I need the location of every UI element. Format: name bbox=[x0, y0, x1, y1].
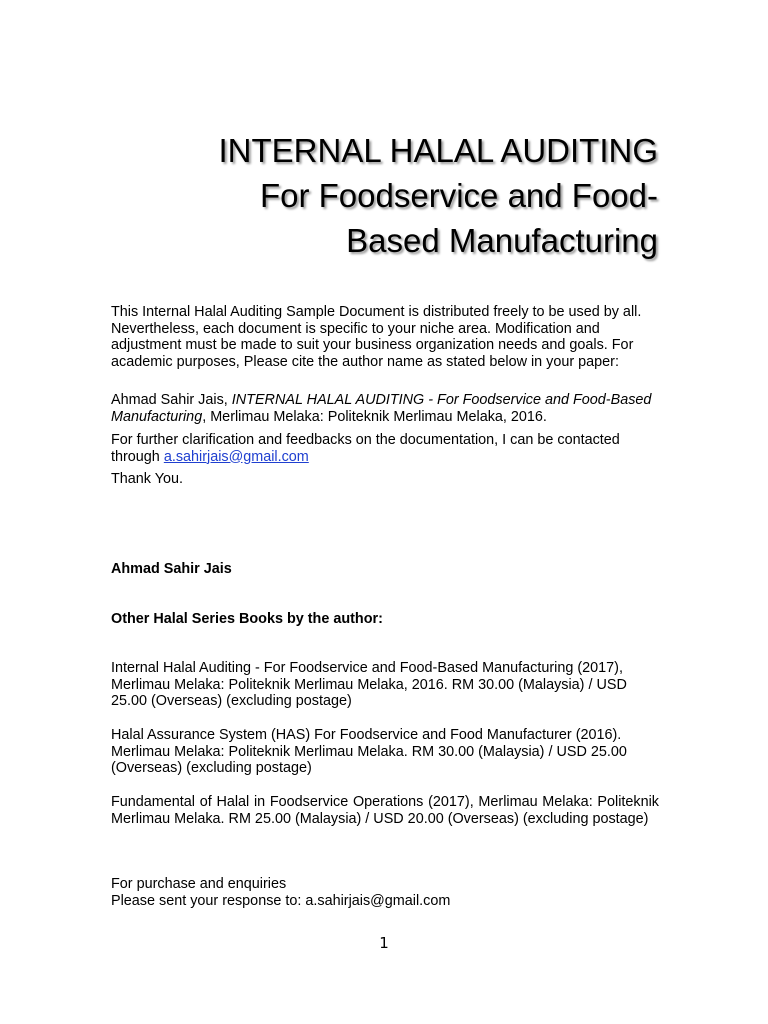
thanks-text: Thank You. bbox=[111, 471, 184, 487]
intro-text: This Internal Halal Auditing Sample Document is distributed freely to be used by all. Nevertheless, each document is specific to your niche area. Modification and adjustment must be made to suit your business organization needs and goals. For academic purposes, Please cite the author name as stated below in your paper: bbox=[111, 304, 642, 370]
intro-paragraph bbox=[111, 304, 659, 370]
author-name-text: Ahmad Sahir Jais bbox=[111, 561, 232, 577]
title-line-3: Based Manufacturing bbox=[346, 222, 658, 259]
series-heading-text: Other Halal Series Books by the author: bbox=[111, 611, 383, 627]
purchase-line-1: For purchase and enquiries bbox=[111, 876, 287, 892]
purchase-line-2: Please sent your response to: a.sahirjais@gmail.com bbox=[111, 892, 451, 909]
title-line-1: INTERNAL HALAL AUDITING bbox=[218, 132, 658, 169]
citation-text bbox=[111, 392, 659, 425]
author-name bbox=[111, 561, 659, 578]
book-entry-text: Halal Assurance System (HAS) For Foodservice and Food Manufacturer (2016). Merlimau Melaka: Politeknik Merlimau Melaka. RM 30.00 (Malaysia) / USD 25.00 (Overseas) (excluding postage) bbox=[111, 727, 627, 776]
contact-paragraph bbox=[111, 432, 659, 465]
contact-lead: For further clarification and feedbacks on the documentation, I can be contacted through bbox=[111, 432, 620, 465]
citation-author: Ahmad Sahir Jais, bbox=[111, 392, 232, 408]
contact-text bbox=[111, 432, 659, 465]
email-link[interactable]: a.sahirjais@gmail.com bbox=[163, 448, 309, 465]
citation-title: INTERNAL HALAL AUDITING - For Foodservice and Food-Based Manufacturing bbox=[111, 392, 652, 425]
title-line-2: For Foodservice and Food- bbox=[259, 177, 658, 214]
citation-rest: , Merlimau Melaka: Politeknik Merlimau Melaka, 2016. bbox=[202, 408, 547, 425]
book-entry-2 bbox=[111, 727, 659, 777]
book-entry-3 bbox=[111, 794, 659, 827]
purchase-info bbox=[111, 876, 659, 909]
thanks-paragraph bbox=[111, 471, 659, 488]
citation-paragraph bbox=[111, 392, 659, 425]
book-entry-text: Fundamental of Halal in Foodservice Operations (2017), Merlimau Melaka: Politeknik Merlimau Melaka. RM 25.00 (Malaysia) / USD 20.00 (Overseas) (excluding postage) bbox=[111, 794, 659, 827]
series-heading bbox=[111, 611, 659, 628]
document-title bbox=[98, 128, 658, 263]
book-entry-1 bbox=[111, 660, 659, 710]
book-entry-text: Internal Halal Auditing - For Foodservice and Food-Based Manufacturing (2017), Merlimau Melaka: Politeknik Merlimau Melaka, 2016. RM 30.00 (Malaysia) / USD 25.00 (Overseas) (excluding postage) bbox=[111, 660, 627, 709]
page-number: 1 bbox=[379, 934, 389, 952]
